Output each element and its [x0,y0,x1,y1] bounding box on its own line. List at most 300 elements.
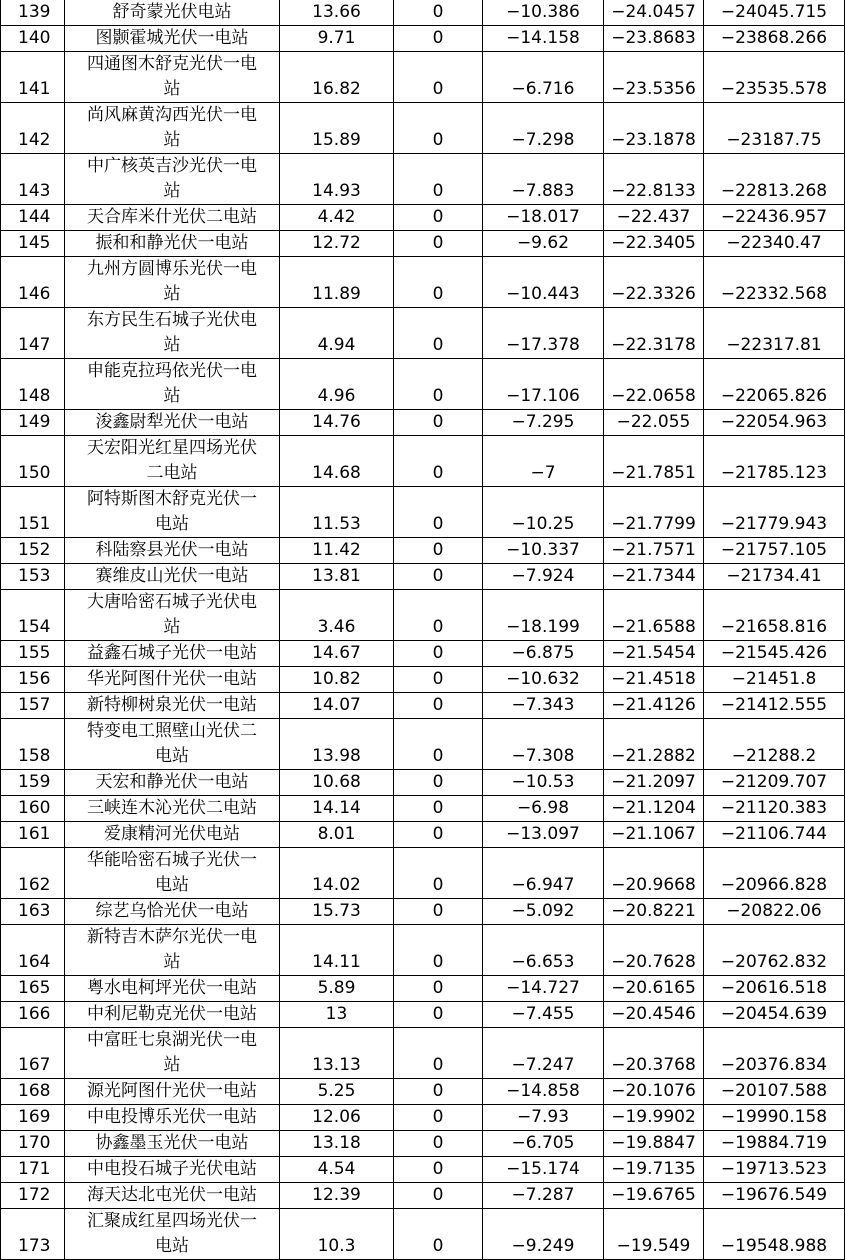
station-name-line: 舒奇蒙光伏电站 [112,2,232,22]
value-c: −21209.707 [704,770,845,796]
value-c: −22332.568 [704,257,845,308]
row-index: 157 [1,693,65,719]
value-c: −22065.826 [704,359,845,410]
row-index: 171 [1,1157,65,1183]
station-name-line: 站 [163,335,181,355]
value-c: −19548.988 [704,1209,845,1260]
table-row [1,436,845,487]
row-index: 140 [1,26,65,52]
station-name-line: 东方民生石城子光伏电 [87,310,257,330]
row-index: 167 [1,1028,65,1079]
value-b: −24.0457 [604,0,704,26]
station-name-line: 粤水电柯坪光伏一电站 [87,978,257,998]
station-name-line: 源光阿图什光伏一电站 [87,1081,257,1101]
capacity-value: 4.42 [280,205,394,231]
station-name-line: 汇聚成红星四场光伏一 [87,1211,257,1231]
station-name-line: 二电站 [146,463,198,483]
station-name-line: 华光阿图什光伏一电站 [87,669,257,689]
value-c: −20107.588 [704,1079,845,1105]
value-a: −10.443 [483,257,604,308]
station-name-line: 电站 [155,514,189,534]
zero-value: 0 [394,1209,483,1260]
station-name-line: 站 [163,79,181,99]
table-row [1,976,845,1002]
value-a: −14.858 [483,1079,604,1105]
row-index: 162 [1,848,65,899]
station-name [65,822,280,848]
zero-value: 0 [394,1028,483,1079]
value-c: −21288.2 [704,719,845,770]
station-name-line: 新特柳树泉光伏一电站 [87,695,257,715]
value-c: −21785.123 [704,436,845,487]
capacity-value: 12.39 [280,1183,394,1209]
value-a: −7.298 [483,103,604,154]
value-a: −6.98 [483,796,604,822]
value-c: −21757.105 [704,538,845,564]
zero-value: 0 [394,487,483,538]
capacity-value: 4.94 [280,308,394,359]
zero-value: 0 [394,205,483,231]
station-name-line: 华能哈密石城子光伏一 [87,850,257,870]
zero-value: 0 [394,154,483,205]
station-name [65,103,280,154]
row-index: 145 [1,231,65,257]
table-body [1,0,845,1260]
station-name [65,1131,280,1157]
station-name-line: 三峡连木沁光伏二电站 [87,798,257,818]
value-b: −20.3768 [604,1028,704,1079]
value-c: −22813.268 [704,154,845,205]
value-c: −22054.963 [704,410,845,436]
zero-value: 0 [394,103,483,154]
value-a: −7.247 [483,1028,604,1079]
capacity-value: 12.72 [280,231,394,257]
row-index: 142 [1,103,65,154]
zero-value: 0 [394,359,483,410]
station-name-line: 中利尼勒克光伏一电站 [87,1004,257,1024]
value-c: −22340.47 [704,231,845,257]
station-name-line: 阿特斯图木舒克光伏一 [87,489,257,509]
table-row [1,796,845,822]
table-row [1,1079,845,1105]
capacity-value: 14.14 [280,796,394,822]
capacity-value: 14.93 [280,154,394,205]
row-index: 149 [1,410,65,436]
value-c: −20822.06 [704,899,845,925]
capacity-value: 14.07 [280,693,394,719]
value-c: −19676.549 [704,1183,845,1209]
value-c: −24045.715 [704,0,845,26]
capacity-value: 14.02 [280,848,394,899]
value-b: −20.8221 [604,899,704,925]
row-index: 156 [1,667,65,693]
capacity-value: 11.53 [280,487,394,538]
station-name-line: 浚鑫尉犁光伏一电站 [95,412,249,432]
station-name [65,359,280,410]
capacity-value: 9.71 [280,26,394,52]
capacity-value: 11.42 [280,538,394,564]
zero-value: 0 [394,257,483,308]
table-row [1,1105,845,1131]
station-name [65,590,280,641]
station-name [65,154,280,205]
value-a: −17.106 [483,359,604,410]
station-name-line: 九州方圆博乐光伏一电 [87,259,257,279]
station-name [65,1105,280,1131]
capacity-value: 11.89 [280,257,394,308]
value-b: −22.3405 [604,231,704,257]
capacity-value: 5.89 [280,976,394,1002]
value-a: −10.53 [483,770,604,796]
table-row [1,1028,845,1079]
row-index: 144 [1,205,65,231]
zero-value: 0 [394,770,483,796]
station-name-line: 尚风麻黄沟西光伏一电 [87,105,257,125]
capacity-value: 4.96 [280,359,394,410]
value-a: −7.295 [483,410,604,436]
value-c: −22317.81 [704,308,845,359]
station-name-line: 益鑫石城子光伏一电站 [87,643,257,663]
value-a: −7.924 [483,564,604,590]
value-b: −19.7135 [604,1157,704,1183]
row-index: 158 [1,719,65,770]
station-name-line: 新特吉木萨尔光伏一电 [87,927,257,947]
table-row [1,590,845,641]
zero-value: 0 [394,1157,483,1183]
table-row [1,719,845,770]
row-index: 143 [1,154,65,205]
station-name [65,1002,280,1028]
zero-value: 0 [394,667,483,693]
capacity-value: 5.25 [280,1079,394,1105]
value-a: −13.097 [483,822,604,848]
zero-value: 0 [394,410,483,436]
station-name-line: 电站 [155,746,189,766]
station-name [65,436,280,487]
table-row [1,641,845,667]
zero-value: 0 [394,1105,483,1131]
station-name [65,564,280,590]
station-name-line: 电站 [155,1236,189,1256]
station-name-line: 特变电工照壁山光伏二 [87,721,257,741]
value-a: −7.93 [483,1105,604,1131]
capacity-value: 14.68 [280,436,394,487]
station-name [65,770,280,796]
station-name-line: 爱康精河光伏电站 [104,824,240,844]
value-a: −10.25 [483,487,604,538]
station-name [65,487,280,538]
value-a: −9.249 [483,1209,604,1260]
zero-value: 0 [394,976,483,1002]
value-b: −21.7799 [604,487,704,538]
table-row [1,154,845,205]
station-name-line: 电站 [155,875,189,895]
capacity-value: 15.89 [280,103,394,154]
station-name-line: 综艺乌恰光伏一电站 [95,901,249,921]
table-row [1,667,845,693]
value-b: −19.8847 [604,1131,704,1157]
table-row [1,308,845,359]
table-row [1,899,845,925]
table-row [1,822,845,848]
capacity-value: 10.82 [280,667,394,693]
table-row [1,538,845,564]
value-c: −20376.834 [704,1028,845,1079]
capacity-value: 8.01 [280,822,394,848]
station-name-line: 天宏和静光伏一电站 [95,772,249,792]
station-name [65,976,280,1002]
row-index: 163 [1,899,65,925]
station-name [65,257,280,308]
row-index: 161 [1,822,65,848]
station-name-line: 振和和静光伏一电站 [95,233,249,253]
table-row [1,1183,845,1209]
value-a: −18.017 [483,205,604,231]
zero-value: 0 [394,1079,483,1105]
value-b: −23.5356 [604,52,704,103]
value-c: −21734.41 [704,564,845,590]
value-c: −21658.816 [704,590,845,641]
zero-value: 0 [394,564,483,590]
zero-value: 0 [394,436,483,487]
table-row [1,1002,845,1028]
value-b: −20.1076 [604,1079,704,1105]
value-b: −19.9902 [604,1105,704,1131]
value-b: −22.3178 [604,308,704,359]
value-b: −22.3326 [604,257,704,308]
station-name [65,693,280,719]
capacity-value: 10.3 [280,1209,394,1260]
station-name-line: 中广核英吉沙光伏一电 [87,156,257,176]
row-index: 153 [1,564,65,590]
table-row [1,564,845,590]
capacity-value: 14.11 [280,925,394,976]
value-a: −18.199 [483,590,604,641]
value-a: −5.092 [483,899,604,925]
capacity-value: 15.73 [280,899,394,925]
table-row [1,0,845,26]
zero-value: 0 [394,26,483,52]
table-row [1,1131,845,1157]
row-index: 172 [1,1183,65,1209]
station-name [65,538,280,564]
table-row [1,1157,845,1183]
zero-value: 0 [394,925,483,976]
row-index: 170 [1,1131,65,1157]
zero-value: 0 [394,796,483,822]
value-c: −21451.8 [704,667,845,693]
station-name [65,205,280,231]
zero-value: 0 [394,848,483,899]
value-a: −10.632 [483,667,604,693]
value-b: −22.437 [604,205,704,231]
station-name [65,1157,280,1183]
value-b: −21.4126 [604,693,704,719]
station-name [65,899,280,925]
value-b: −21.2882 [604,719,704,770]
value-a: −9.62 [483,231,604,257]
table-row [1,487,845,538]
station-name [65,667,280,693]
station-name-line: 站 [163,181,181,201]
row-index: 168 [1,1079,65,1105]
value-c: −23535.578 [704,52,845,103]
value-b: −22.0658 [604,359,704,410]
value-c: −20454.639 [704,1002,845,1028]
station-name [65,1183,280,1209]
capacity-value: 4.54 [280,1157,394,1183]
row-index: 150 [1,436,65,487]
row-index: 159 [1,770,65,796]
table-row [1,257,845,308]
station-name [65,796,280,822]
value-c: −19884.719 [704,1131,845,1157]
value-a: −7.455 [483,1002,604,1028]
capacity-value: 10.68 [280,770,394,796]
value-b: −22.055 [604,410,704,436]
table-row [1,693,845,719]
row-index: 139 [1,0,65,26]
zero-value: 0 [394,231,483,257]
row-index: 151 [1,487,65,538]
zero-value: 0 [394,719,483,770]
station-name-line: 站 [163,617,181,637]
station-name [65,308,280,359]
station-name-line: 站 [163,284,181,304]
capacity-value: 14.76 [280,410,394,436]
row-index: 152 [1,538,65,564]
station-name [65,26,280,52]
station-name [65,231,280,257]
value-b: −21.7344 [604,564,704,590]
value-b: −20.6165 [604,976,704,1002]
value-c: −21545.426 [704,641,845,667]
station-name [65,0,280,26]
station-name-line: 四通图木舒克光伏一电 [87,54,257,74]
capacity-value: 14.67 [280,641,394,667]
zero-value: 0 [394,0,483,26]
row-index: 165 [1,976,65,1002]
value-a: −7.883 [483,154,604,205]
station-name [65,925,280,976]
row-index: 147 [1,308,65,359]
zero-value: 0 [394,899,483,925]
row-index: 160 [1,796,65,822]
row-index: 164 [1,925,65,976]
table-row [1,925,845,976]
capacity-value: 13.98 [280,719,394,770]
zero-value: 0 [394,1131,483,1157]
row-index: 146 [1,257,65,308]
capacity-value: 3.46 [280,590,394,641]
table-row [1,770,845,796]
value-b: −21.5454 [604,641,704,667]
station-name-line: 科陆察县光伏一电站 [95,540,249,560]
value-b: −21.1067 [604,822,704,848]
value-a: −7.287 [483,1183,604,1209]
capacity-value: 13.66 [280,0,394,26]
station-name-line: 海天达北屯光伏一电站 [87,1185,257,1205]
value-c: −21106.744 [704,822,845,848]
value-b: −21.2097 [604,770,704,796]
zero-value: 0 [394,1183,483,1209]
value-a: −14.727 [483,976,604,1002]
station-name-line: 申能克拉玛依光伏一电 [87,361,257,381]
value-b: −19.6765 [604,1183,704,1209]
value-c: −23868.266 [704,26,845,52]
table-row [1,848,845,899]
capacity-value: 13 [280,1002,394,1028]
value-a: −14.158 [483,26,604,52]
station-name [65,1028,280,1079]
value-b: −20.4546 [604,1002,704,1028]
station-name [65,641,280,667]
value-a: −17.378 [483,308,604,359]
value-b: −21.6588 [604,590,704,641]
row-index: 148 [1,359,65,410]
value-b: −19.549 [604,1209,704,1260]
value-b: −21.4518 [604,667,704,693]
zero-value: 0 [394,308,483,359]
station-name [65,410,280,436]
station-name [65,719,280,770]
station-name [65,1209,280,1260]
value-a: −15.174 [483,1157,604,1183]
value-b: −22.8133 [604,154,704,205]
row-index: 166 [1,1002,65,1028]
capacity-value: 12.06 [280,1105,394,1131]
station-name [65,848,280,899]
capacity-value: 13.13 [280,1028,394,1079]
value-b: −21.7571 [604,538,704,564]
capacity-value: 13.18 [280,1131,394,1157]
station-name-line: 站 [163,1055,181,1075]
station-name-line: 天合库米什光伏二电站 [87,207,257,227]
zero-value: 0 [394,52,483,103]
row-index: 141 [1,52,65,103]
table-row [1,231,845,257]
value-c: −23187.75 [704,103,845,154]
station-name-line: 协鑫墨玉光伏一电站 [95,1133,249,1153]
value-a: −6.947 [483,848,604,899]
capacity-value: 16.82 [280,52,394,103]
value-b: −23.8683 [604,26,704,52]
value-a: −6.875 [483,641,604,667]
station-name-line: 赛维皮山光伏一电站 [95,566,249,586]
station-name [65,1079,280,1105]
station-name-line: 图颢霍城光伏一电站 [95,28,249,48]
value-a: −6.705 [483,1131,604,1157]
value-a: −7 [483,436,604,487]
value-c: −20966.828 [704,848,845,899]
station-name [65,52,280,103]
value-c: −19713.523 [704,1157,845,1183]
value-b: −20.7628 [604,925,704,976]
zero-value: 0 [394,822,483,848]
value-c: −21412.555 [704,693,845,719]
value-c: −21120.383 [704,796,845,822]
row-index: 173 [1,1209,65,1260]
row-index: 154 [1,590,65,641]
value-b: −21.1204 [604,796,704,822]
station-name-line: 中富旺七泉湖光伏一电 [87,1030,257,1050]
table-row [1,359,845,410]
station-name-line: 中电投博乐光伏一电站 [87,1107,257,1127]
table-row [1,1209,845,1260]
value-c: −22436.957 [704,205,845,231]
value-b: −21.7851 [604,436,704,487]
zero-value: 0 [394,590,483,641]
